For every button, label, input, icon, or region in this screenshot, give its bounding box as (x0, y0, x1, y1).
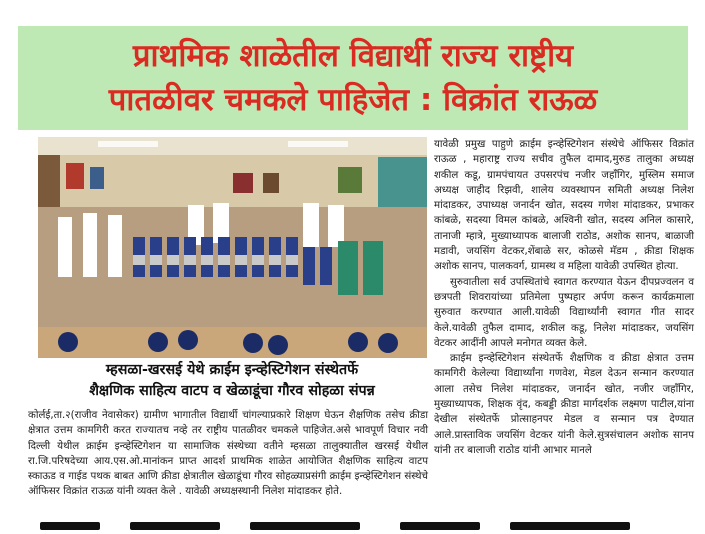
article-body-right (434, 137, 694, 458)
article-paragraph-1: यावेळी प्रमुख पाहुणे क्राईम इन्व्हेस्टिगेशन संस्थेचे ऑफिसर विक्रांत राऊळ , महाराष्ट्र राज्य सचीव तुफैल दामाद,मुरुड तालुका अध्यक्ष शकील कडू, ग्रामपंचायत उपसरपंच नजीर जहाँगिर, मुस्लिम समाज अध्यक्ष जाहीद रिझवी, शालेय व्यवस्थापन समिती अध्यक्ष निलेश मांदाडकर, उपाध्यक्ष जनार्दन खोत, सदस्य गणेश मांदाडकर, प्रभाकर कांबळे, सदस्या विमल कांबळे, अश्विनी खोत, सदस्य अनिल कासारे, तानाजी म्हात्रे, मुख्याध्यापक बालाजी राठोड, अशोक सानप, बाळाजी मडावी, जयसिंग वेटकर,शेंबाळे सर, कोळसे मॅडम , क्रीडा शिक्षक अशोक सानप, पालकवर्ग, ग्रामस्थ व महिला यावेळी उपस्थित होत्या. (434, 139, 694, 273)
caption-line-2: शैक्षणिक साहित्य वाटप व खेळाडूंचा गौरव सोहळा संपन्न (89, 383, 375, 399)
event-photo-illustration (38, 137, 427, 358)
article-paragraph-left: कोर्लई,ता.२(राजीव नेवासेकर) ग्रामीण भागातील विद्यार्थी चांगल्याप्रकारे शिक्षण घेऊन शैक्षणिक तसेच क्रीडा क्षेत्रात उत्तम कामगिरी करत राज्यातच नव्हे तर राष्ट्रीय पातळीवर चमकले पाहिजेत.असे भावपूर्ण विचार नवी दिल्ली येथील क्राईम इन्व्हेस्टिगेशन या सामाजिक संस्थेच्या वतीने म्हसळा तालुक्यातील खरसई येथील रा.जि.परिषदेच्या आय.एस.ओ.मानांकन प्राप्त आदर्श प्राथमिक शाळेत आयोजित शैक्षणिक साहित्य वाटप स्काऊड व गाईड पथक बाबत आणि क्रीडा क्षेत्रातील खेळाडूंचा गौरव सोहळ्याप्रसंगी क्राईम इन्व्हेस्टिगेशन संस्थेचे ऑफिसर विक्रांत राऊळ यांनी व्यक्त केले . यावेळी अध्यक्षस्थानी निलेश मांदाडकर होते. (28, 410, 428, 498)
headline-line-1: प्राथमिक शाळेतील विद्यार्थी राज्य राष्ट्रीय (132, 38, 574, 74)
event-photo (38, 137, 427, 358)
headline-banner (18, 26, 688, 130)
caption-line-1: म्हसळा-खरसई येथे क्राईम इन्व्हेस्टिगेशन संस्थेतर्फे (105, 362, 359, 378)
article-paragraph-3: क्राईम इन्व्हेस्टिगेशन संस्थेतर्फे शैक्षणिक व क्रीडा क्षेत्रात उत्तम कामगिरी केलेल्या विद्यार्थ्यांना गणवेश, मेडल देऊन सन्मान करण्यात आला तसेच निलेश मांदाडकर, जनार्दन खोत, नजीर जहाँगिर, मुख्याध्यापक, शिक्षक वृंद, कबड्डी क्रीडा मार्गदर्शक लक्ष्मण पाटील,यांना देखील संस्थेतर्फे प्रोत्साहनपर मेडल व सन्मान पत्र देण्यात आले.प्रास्ताविक जयसिंग वेटकर यांनी केले.सुत्रसंचालन अशोक सानप यांनी तर बालाजी राठोड यांनी आभार मानले (434, 353, 694, 456)
next-headline-cutoff (0, 522, 705, 534)
headline-line-2: पातळीवर चमकले पाहिजेत : विक्रांत राऊळ (108, 82, 598, 118)
article-paragraph-2: सुरुवातीला सर्व उपस्थितांचे स्वागत करण्यात येऊन दीपप्रज्वलन व छत्रपती शिवरायांच्या प्रतिमेला पुष्पहार अर्पण करून कार्यक्रमाला सुरुवात करण्यात आली.यावेळी विद्यार्थ्यांनी स्वागत गीत सादर केले.यावेळी तुफैल दामाद, शकील कडू, निलेश मांदाडकर, जयसिंग वेटकर आदींनी आपले मनोगत व्यक्त केले. (434, 276, 694, 349)
photo-caption (28, 360, 436, 402)
article-body-left (28, 408, 428, 500)
